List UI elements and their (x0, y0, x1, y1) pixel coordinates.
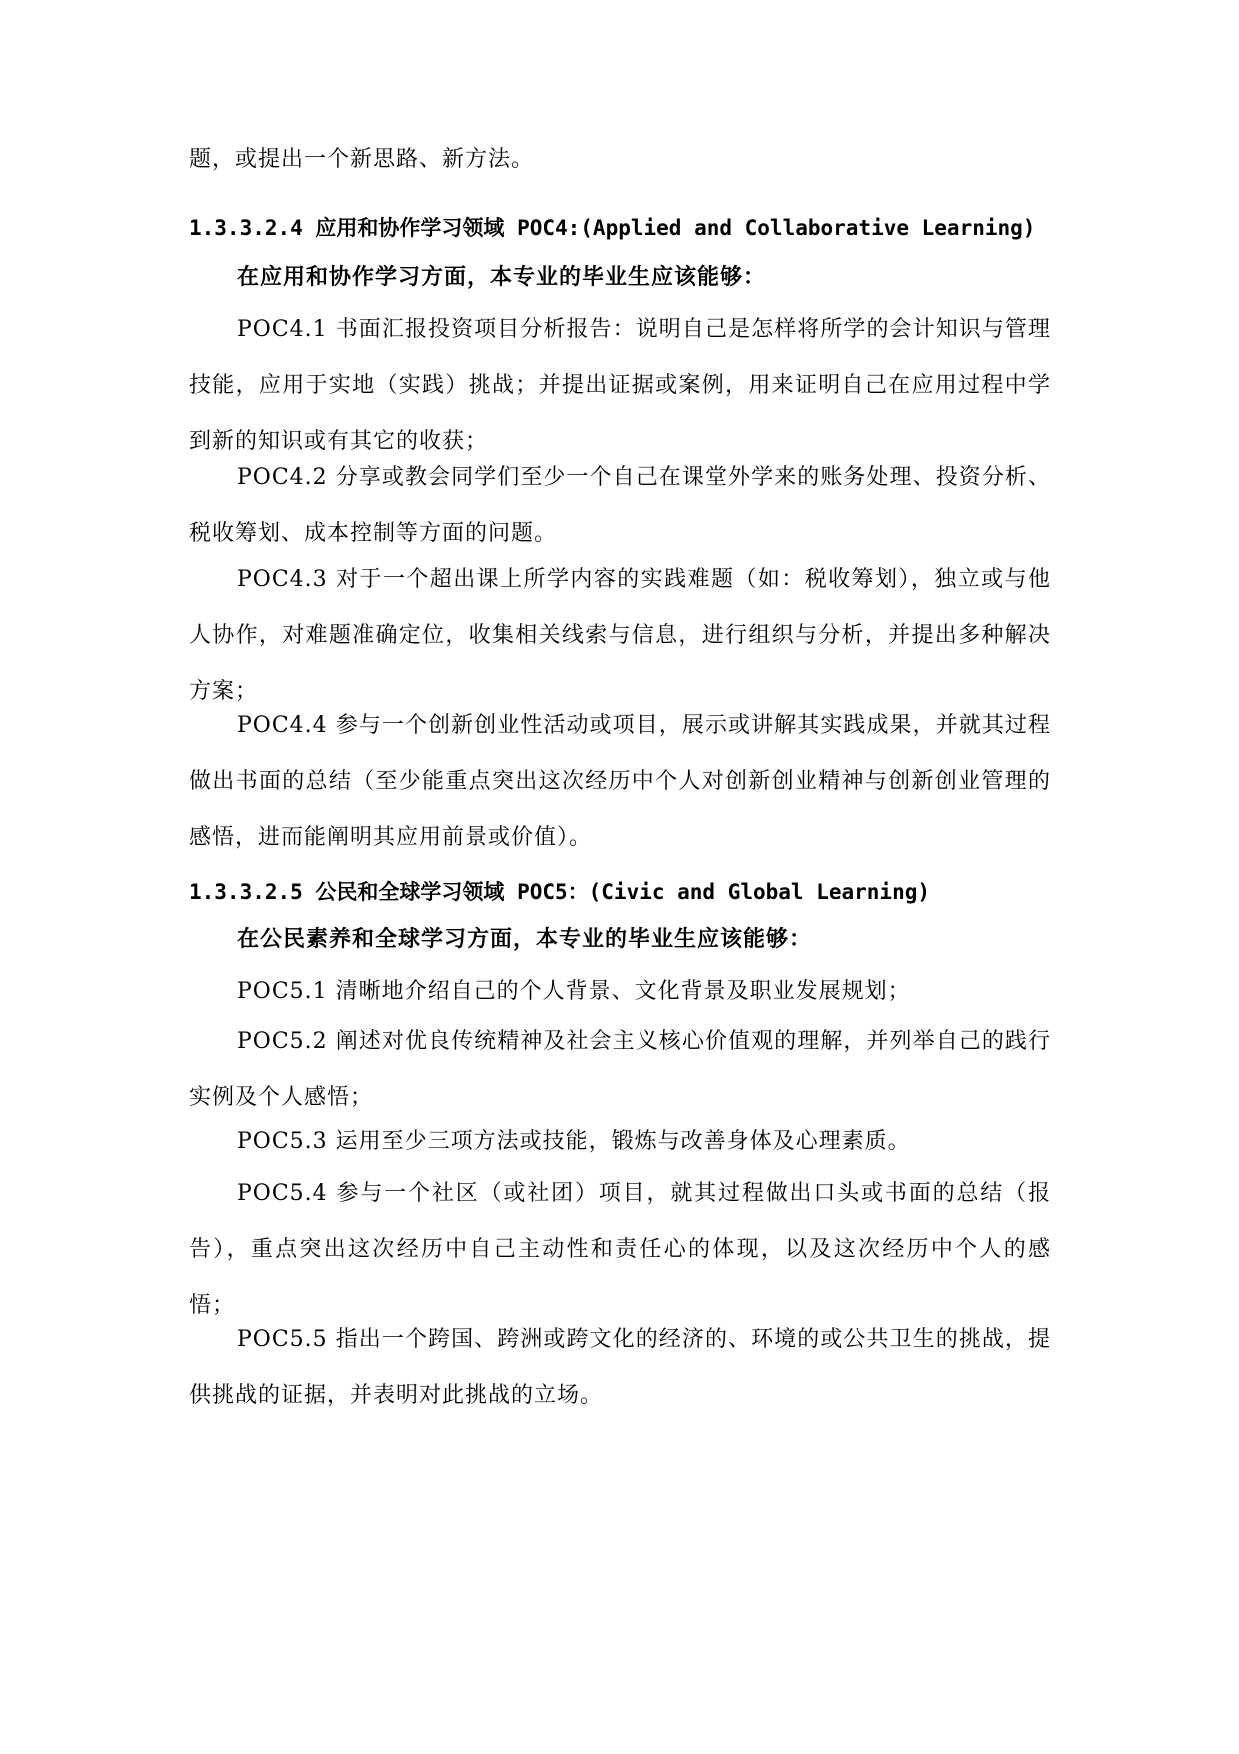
paragraph-poc4-4: POC4.4 参与一个创新创业性活动或项目，展示或讲解其实践成果，并就其过程做出书面的总结（至少能重点突出这次经历中个人对创新创业精神与创新创业管理的感悟，进而能阐明其应用前景或价值）。 (189, 713, 1051, 850)
paragraph-poc5-5: POC5.5 指出一个跨国、跨洲或跨文化的经济的、环境的或公共卫生的挑战，提供挑战的证据，并表明对此挑战的立场。 (189, 1327, 1051, 1408)
section-heading-poc4: 1.3.3.2.4 应用和协作学习领域 POC4:(Applied and Collaborative Learning) (189, 216, 1036, 240)
paragraph-poc5-1: POC5.1 清晰地介绍自己的个人背景、文化背景及职业发展规划； (237, 979, 911, 1004)
section-heading-poc5: 1.3.3.2.5 公民和全球学习领域 POC5：(Civic and Global Learning) (189, 880, 931, 904)
paragraph-poc5-4: POC5.4 参与一个社区（或社团）项目，就其过程做出口头或书面的总结（报告），重点突出这次经历中自己主动性和责任心的体现，以及这次经历中个人的感悟； (189, 1181, 1051, 1318)
paragraph-continuation: 题，或提出一个新思路、新方法。 (189, 147, 535, 172)
paragraph-poc4-3: POC4.3 对于一个超出课上所学内容的实践难题（如：税收筹划），独立或与他人协作，对难题准确定位，收集相关线索与信息，进行组织与分析，并提出多种解决方案； (189, 567, 1051, 704)
section-lead-poc5: 在公民素养和全球学习方面，本专业的毕业生应该能够： (237, 927, 813, 952)
paragraph-poc4-1: POC4.1 书面汇报投资项目分析报告：说明自己是怎样将所学的会计知识与管理技能，应用于实地（实践）挑战；并提出证据或案例，用来证明自己在应用过程中学到新的知识或有其它的收获； (189, 317, 1051, 454)
paragraph-poc5-2: POC5.2 阐述对优良传统精神及社会主义核心价值观的理解，并列举自己的践行实例及个人感悟； (189, 1029, 1051, 1110)
section-lead-poc4: 在应用和协作学习方面，本专业的毕业生应该能够： (237, 265, 767, 290)
paragraph-poc4-2: POC4.2 分享或教会同学们至少一个自己在课堂外学来的账务处理、投资分析、税收筹划、成本控制等方面的问题。 (189, 465, 1051, 546)
paragraph-poc5-3: POC5.3 运用至少三项方法或技能，锻炼与改善身体及心理素质。 (237, 1129, 911, 1154)
